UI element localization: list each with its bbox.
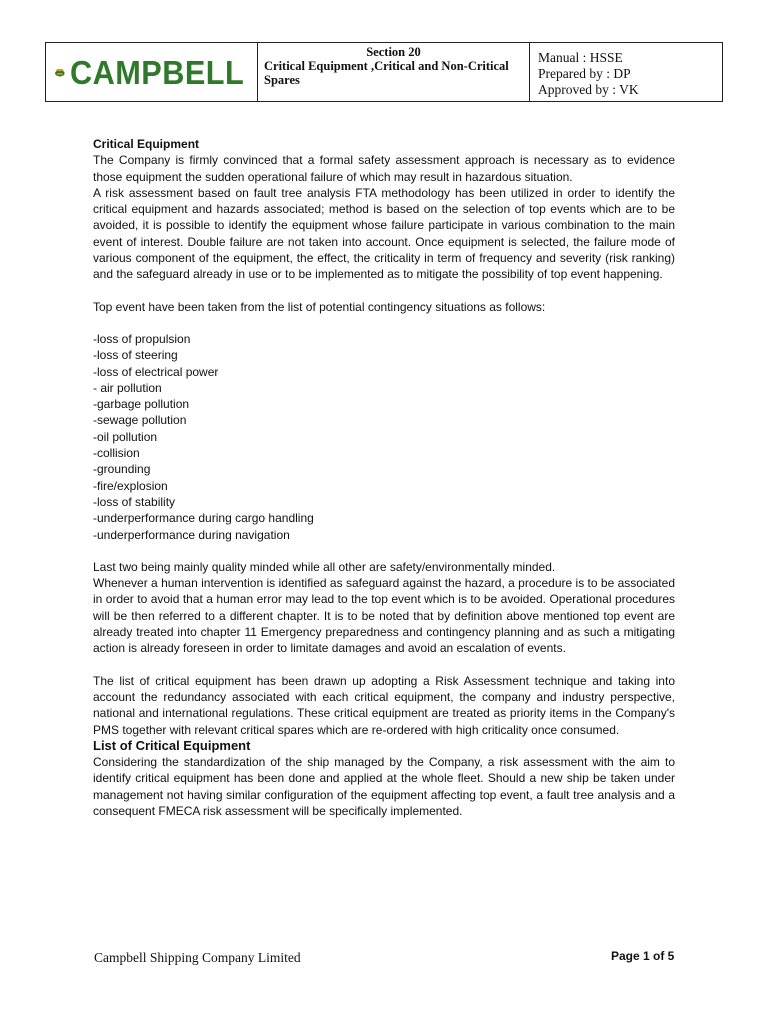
prepared-by-label: Prepared by : DP xyxy=(538,66,631,81)
approved-by-label: Approved by : VK xyxy=(538,82,639,97)
list-item: -garbage pollution xyxy=(93,397,190,412)
list-item: - air pollution xyxy=(93,380,162,395)
list-item: -underperformance during cargo handling xyxy=(93,511,314,526)
footer-page-number: Page 1 of 5 xyxy=(611,949,675,963)
section-title: Critical Equipment ,Critical and Non-Critical Spares xyxy=(264,59,509,87)
list-item: -oil pollution xyxy=(93,429,158,444)
heading-critical-equipment: Critical Equipment xyxy=(93,137,200,151)
list-item: -loss of steering xyxy=(93,348,178,363)
list-item: -loss of propulsion xyxy=(93,331,191,346)
campbell-logo-emblem-icon xyxy=(54,55,66,89)
section-title-cell xyxy=(258,43,530,101)
paragraph-7: Considering the standardization of the ship managed by the Company, a risk assessment with the aim to identify critical equipment has been done and applied at the whole fleet. Should a new ship be taken under management not having similar configuration of the equipment affecting top event, a fault tree analysis and a consequent FMECA risk assessment will be specifically implemented. xyxy=(93,755,675,818)
paragraph-4: Last two being mainly quality minded while all other are safety/environmentally minded. xyxy=(93,559,556,574)
footer-company: Campbell Shipping Company Limited xyxy=(94,950,301,965)
list-item: -fire/explosion xyxy=(93,478,168,493)
subheading-list-critical-equipment: List of Critical Equipment xyxy=(93,737,251,753)
paragraph-1: The Company is firmly convinced that a formal safety assessment approach is necessary as to evidence those equipment the sudden operational failure of which may result in hazardous situation. xyxy=(93,153,675,184)
section-number: Section 20 xyxy=(366,45,421,59)
manual-label: Manual : HSSE xyxy=(538,50,623,65)
paragraph-5: Whenever a human intervention is identified as safeguard against the hazard, a procedure is to be associated in order to avoid that a human error may lead to the top event which is to be avoided. Operational procedures will be then referred to a different chapter. It is to be noted that by definition above mentioned top event are already treated into chapter 11 Emergency preparedness and contingency planning and as such a mitigating action is already foreseen in order to limitate damages and avoid an escalation of events. xyxy=(93,576,675,656)
paragraph-2: A risk assessment based on fault tree analysis FTA methodology has been utilized in order to identify the critical equipment and hazards associated; method is based on the selection of top events which are to be avoided, it is possible to identify the equipment whose failure participate in various combination to the main event of interest. Double failure are not taken into account. Once equipment is selected, the failure mode of various component of the equipment, the effect, the criticality in term of frequency and severity (risk ranking) and the safeguard already in use or to be implemented as to mitigate the possibility of top event happening. xyxy=(93,185,675,282)
top-events-list xyxy=(93,331,675,543)
document-body xyxy=(93,136,675,819)
document-header xyxy=(45,42,723,102)
list-item: -loss of electrical power xyxy=(93,364,219,379)
logo-cell xyxy=(46,43,258,101)
logo-text: CAMPBELL xyxy=(69,53,244,91)
list-item: -underperformance during navigation xyxy=(93,527,290,542)
paragraph-3: Top event have been taken from the list of potential contingency situations as follows: xyxy=(93,299,546,314)
list-item: -sewage pollution xyxy=(93,413,187,428)
list-item: -collision xyxy=(93,446,140,461)
paragraph-6: The list of critical equipment has been drawn up adopting a Risk Assessment technique and taking into account the redundancy associated with each critical equipment, the company and industry perspective, national and international regulations. These critical equipment are treated as priority items in the Company's PMS together with relevant critical spares which are re-ordered with high criticality once consumed. xyxy=(93,673,675,737)
list-item: -grounding xyxy=(93,462,151,477)
list-item: -loss of stability xyxy=(93,494,176,509)
document-meta-cell xyxy=(530,43,722,101)
